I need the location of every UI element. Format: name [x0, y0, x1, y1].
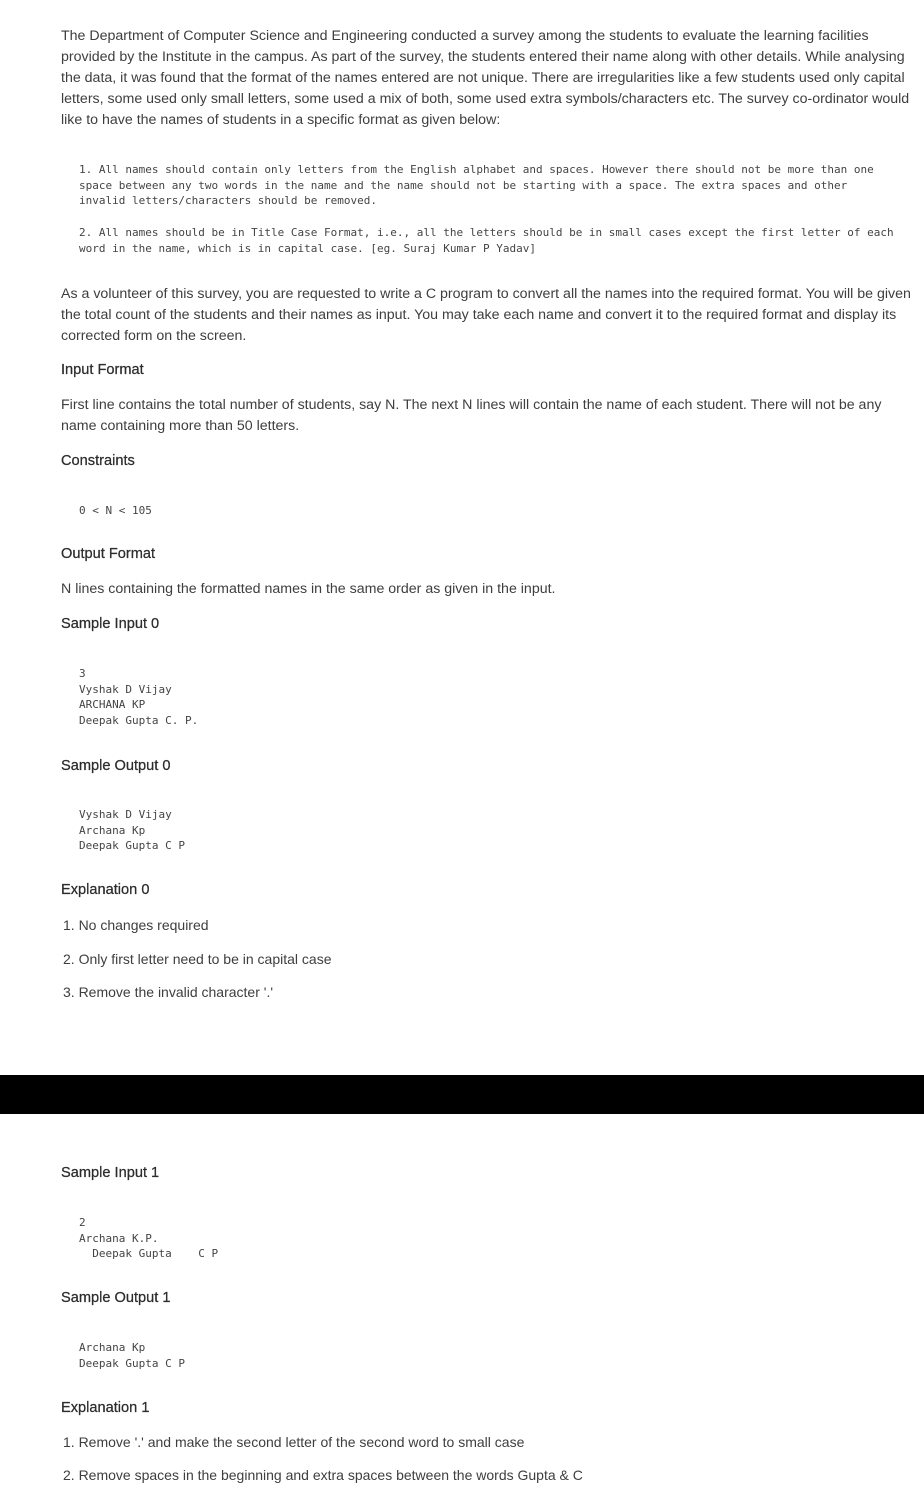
code-line: Deepak Gupta C. P. [79, 713, 199, 727]
constraints-heading: Constraints [61, 453, 135, 469]
code-line: 3 [79, 667, 86, 680]
code-line: Archana Kp [79, 1341, 146, 1354]
constraints-code: 0 < N < 105 [79, 504, 152, 517]
black-divider-bar [0, 1075, 924, 1114]
rule-2-code: 2. All names should be in Title Case Format, i.e., all the letters should be in small cases except the first letter of each word in the name, which is in capital case. [eg. Suraj Kumar P Yadav] [79, 226, 894, 255]
rule-1-code: 1. All names should contain only letters from the English alphabet and spaces. However there should not be more than one space between any two words in the name and the name should not be starting with a space. The extra spaces and other invalid letters/characters should be removed. [79, 163, 874, 208]
input-format-heading: Input Format [61, 362, 144, 378]
code-line: Archana Kp [79, 823, 146, 837]
task-paragraph: As a volunteer of this survey, you are requested to write a C program to convert all the names into the required format. You will be given the total count of the students and their names as input. You may take each name and convert it to the required format and display its corrected form on the screen. [61, 286, 911, 344]
sample-output-1-code [79, 1340, 185, 1371]
problem-statement-bottom [0, 1114, 924, 1493]
code-line: ARCHANA KP [79, 698, 146, 712]
sample-input-0-code [79, 666, 198, 728]
output-format-heading: Output Format [61, 546, 156, 562]
input-format-text: First line contains the total number of students, say N. The next N lines will contain the name of each student. There will not be any name containing more than 50 letters. [61, 397, 882, 434]
explanation-1-item: 1. Remove '.' and make the second letter of the second word to small case [63, 1434, 525, 1450]
explanation-1-heading: Explanation 1 [61, 1400, 150, 1416]
sample-output-0-code [79, 807, 185, 854]
sample-input-1-code [79, 1215, 218, 1262]
sample-input-0-heading: Sample Input 0 [61, 616, 160, 632]
explanation-0-heading: Explanation 0 [61, 882, 150, 898]
code-line: Vyshak D Vijay [79, 808, 172, 821]
sample-output-1-heading: Sample Output 1 [61, 1290, 171, 1306]
sample-input-1-heading: Sample Input 1 [61, 1165, 160, 1181]
code-line: Deepak Gupta C P [79, 839, 185, 853]
explanation-0-item: 3. Remove the invalid character '.' [63, 984, 273, 1000]
code-line: Deepak Gupta C P [79, 1356, 185, 1370]
output-format-text: N lines containing the formatted names in the same order as given in the input. [61, 581, 556, 597]
code-line: Vyshak D Vijay [79, 682, 172, 696]
code-line: Archana K.P. [79, 1231, 159, 1245]
sample-output-0-heading: Sample Output 0 [61, 758, 171, 774]
code-line: Deepak Gupta C P [79, 1247, 219, 1261]
explanation-0-item: 1. No changes required [63, 917, 209, 933]
explanation-1-item: 2. Remove spaces in the beginning and extra spaces between the words Gupta & C [63, 1467, 583, 1483]
intro-paragraph: The Department of Computer Science and Engineering conducted a survey among the students to evaluate the learning facilities provided by the Institute in the campus. As part of the survey, the students entered their name along with other details. While analysing the data, it was found that the format of the names entered are not unique. There are irregularities like a few students used only capital letters, some used only small letters, some used a mix of both, some used extra symbols/characters etc. The survey co-ordinator would like to have the names of students in a specific format as given below: [61, 28, 910, 128]
explanation-0-item: 2. Only first letter need to be in capital case [63, 951, 332, 967]
code-line: 2 [79, 1216, 86, 1229]
